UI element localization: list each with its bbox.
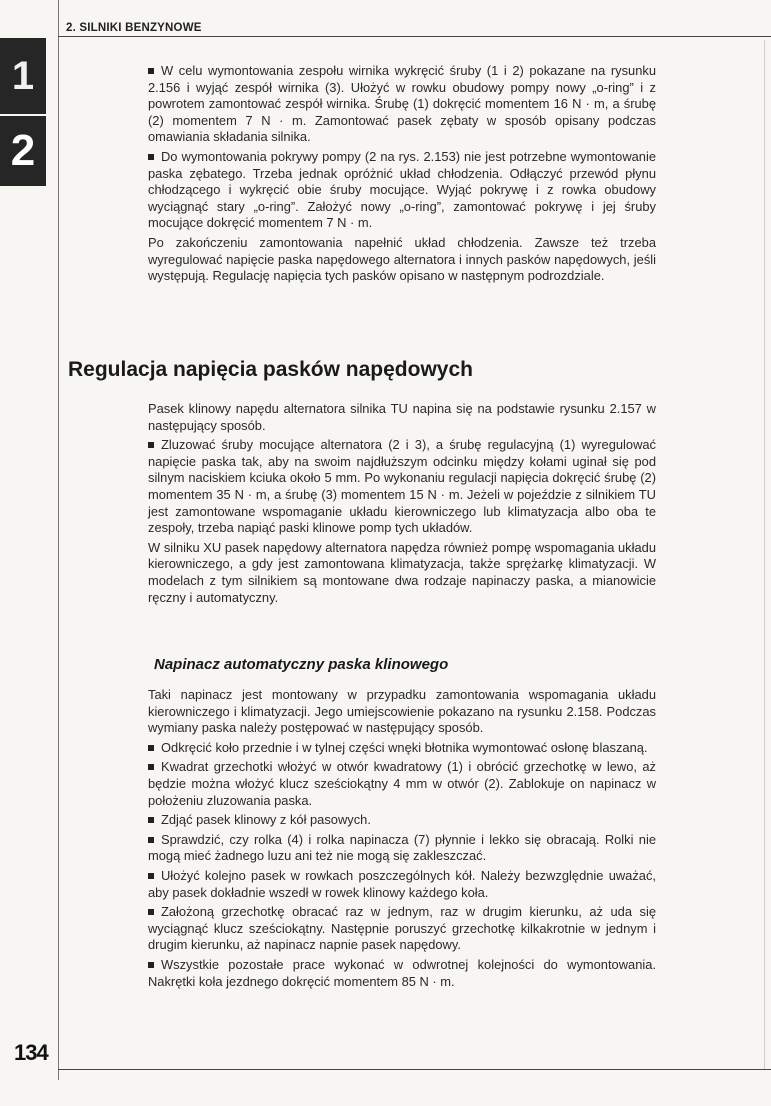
page-number: 134 bbox=[14, 1040, 48, 1065]
header-rule bbox=[58, 36, 771, 37]
chapter-tab-1: 1 bbox=[0, 38, 46, 114]
paragraph: Po zakończeniu zamontowania napełnić układ chłodzenia. Zawsze też trzeba wyregulować napięcie paska napędowego alternatora i innych pasków napędowych, jeśli występują. Regulację napięcia tych pasków opisano w następnym podrozdziale. bbox=[148, 234, 656, 284]
bullet-icon bbox=[148, 154, 154, 160]
paragraph: Zluzować śruby mocujące alternatora (2 i 3), a śrubę regulacyjną (1) wyregulować napięcie paska tak, aby na swoim najdłuższym odcinku między kołami uginał się pod silnym naciskiem kciuka około 5 mm. Po wykonaniu regulacji napięcia dokręcić śrubę (2) momentem 35 N · m, a śrubę (3) momentem 15 N · m. Jeżeli w pojeździe z silnikiem TU jest zamontowane wspomaganie układu kierowniczego lub klimatyzacja albo oba te zespoły, trzeba napiąć paski klinowe pomp tych układów. bbox=[148, 437, 656, 536]
paragraph: W celu wymontowania zespołu wirnika wykręcić śruby (1 i 2) pokazane na rysunku 2.156 i wyjąć zespół wirnika (3). Ułożyć w rowku obudowy pompy nowy „o-ring” i z powrotem zamontować zespół wirnika. Śrubę (1) dokręcić momentem 16 N · m, a śrubę (2) momentem 7 N · m. Zamontować pasek zębaty w sposób opisany podczas omawiania składania silnika. bbox=[148, 63, 656, 145]
bullet-icon bbox=[148, 873, 154, 879]
paragraph: Założoną grzechotkę obracać raz w jednym, raz w drugim kierunku, aż uda się wyciągnąć klucz sześciokątny. Następnie poruszyć grzechotkę kilkakrotnie w jednym i drugim kierunku, aż napinacz napnie pasek napędowy. bbox=[148, 904, 656, 953]
section-heading: Regulacja napięcia pasków napędowych bbox=[68, 358, 473, 381]
paragraph: Ułożyć kolejno pasek w rowkach poszczególnych kół. Należy bezwzględnie uważać, aby pasek dokładnie wszedł w rowek klinowy każdego koła. bbox=[148, 867, 656, 900]
paragraph: W silniku XU pasek napędowy alternatora napędza również pompę wspomagania układu kierowniczego, a gdy jest zamontowana klimatyzacja, także sprężarkę klimatyzacji. W modelach z tym silnikiem są montowane dwa rodzaje napinaczy paska, a mianowicie ręczny i automatyczny. bbox=[148, 539, 656, 605]
paragraph: Kwadrat grzechotki włożyć w otwór kwadratowy (1) i obrócić grzechotkę w lewo, aż będzie można włożyć klucz sześciokątny 4 mm w otwór (2). Zablokuje on napinacz w położeniu zluzowania paska. bbox=[148, 759, 656, 808]
bullet-icon bbox=[148, 962, 154, 968]
paragraph: Wszystkie pozostałe prace wykonać w odwrotnej kolejności do wymontowania. Nakrętki koła jezdnego dokręcić momentem 85 N · m. bbox=[148, 956, 656, 989]
paragraph: Odkręcić koło przednie i w tylnej części wnęki błotnika wymontować osłonę blaszaną. bbox=[148, 740, 656, 757]
bullet-icon bbox=[148, 837, 154, 843]
section-text-block bbox=[148, 401, 656, 609]
subsection-text-block bbox=[148, 687, 656, 993]
paragraph: Do wymontowania pokrywy pompy (2 na rys. 2.153) nie jest potrzebne wymontowanie paska zębatego. Trzeba jednak opróżnić układ chłodzenia. Odłączyć przewód płynu chłodzącego i wykręcić obie śruby mocujące. Wyjąć pokrywę i z rowka obudowy wyciągnąć stary „o-ring”. Założyć nowy „o-ring”, zamontować pokrywę i jej śruby mocujące dokręcić momentem 7 N · m. bbox=[148, 148, 656, 231]
running-header: 2. SILNIKI BENZYNOWE bbox=[66, 22, 202, 34]
bullet-icon bbox=[148, 68, 154, 74]
left-margin-rule bbox=[58, 0, 59, 1080]
bullet-icon bbox=[148, 764, 154, 770]
bullet-icon bbox=[148, 909, 154, 915]
bullet-icon bbox=[148, 817, 154, 823]
footer-rule bbox=[58, 1069, 771, 1070]
paragraph: Zdjąć pasek klinowy z kół pasowych. bbox=[148, 812, 656, 829]
bullet-icon bbox=[148, 745, 154, 751]
paragraph: Pasek klinowy napędu alternatora silnika TU napina się na podstawie rysunku 2.157 w następujący sposób. bbox=[148, 401, 656, 433]
paragraph: Taki napinacz jest montowany w przypadku zamontowania wspomagania układu kierowniczego i klimatyzacji. Jego umiejscowienie pokazano na rysunku 2.158. Podczas wymiany paska należy postępować w następujący sposób. bbox=[148, 687, 656, 736]
top-text-block bbox=[148, 63, 656, 288]
paragraph: Sprawdzić, czy rolka (4) i rolka napinacza (7) płynnie i lekko się obracają. Rolki nie mogą mieć żadnego luzu ani też nie mogą się zakleszczać. bbox=[148, 831, 656, 864]
page-edge-rule bbox=[764, 40, 765, 1070]
chapter-tab-2: 2 bbox=[0, 116, 46, 186]
subsection-heading: Napinacz automatyczny paska klinowego bbox=[154, 656, 449, 673]
bullet-icon bbox=[148, 442, 154, 448]
